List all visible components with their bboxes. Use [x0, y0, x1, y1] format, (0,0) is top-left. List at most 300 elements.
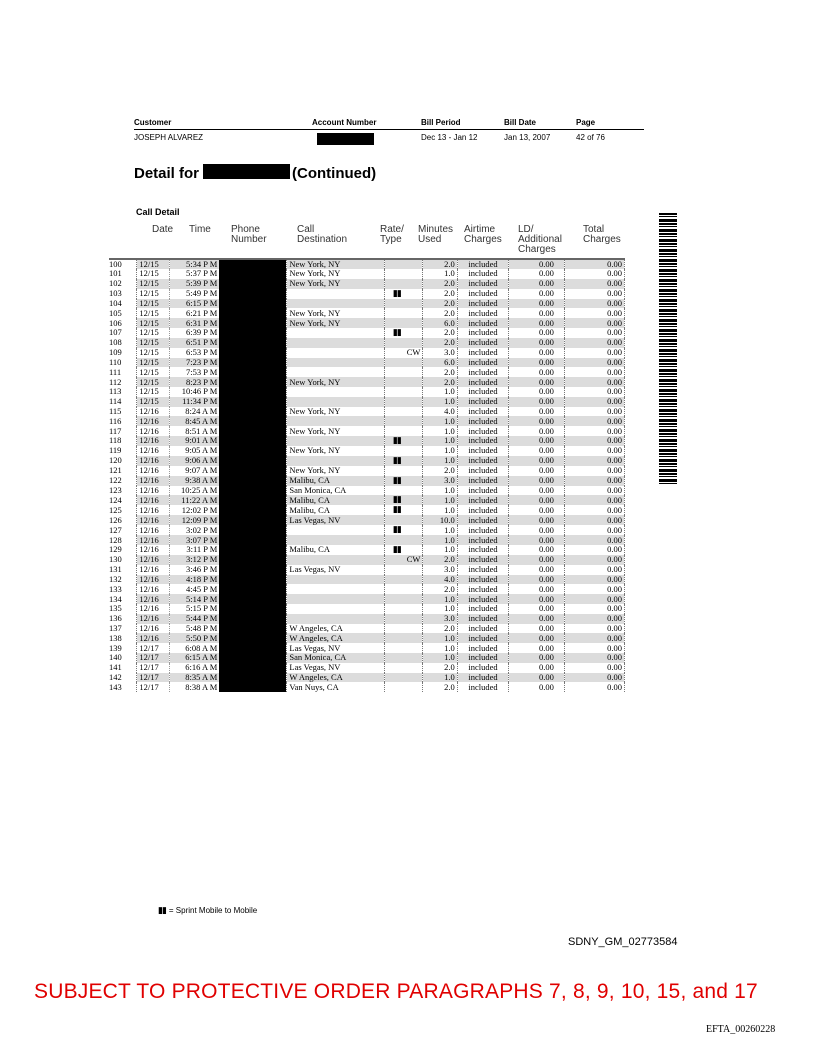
row-number: 138: [109, 633, 122, 643]
row-number: 105: [109, 308, 122, 318]
ld-charges: 0.00: [509, 269, 565, 279]
call-date: 12/16: [137, 476, 169, 486]
rate-type: [384, 476, 423, 486]
ld-charges: 0.00: [509, 584, 565, 594]
call-time: 8:38 A M: [169, 682, 219, 692]
phone-number-redaction: [219, 663, 287, 673]
ld-charges: 0.00: [509, 614, 565, 624]
rate-type: [384, 624, 423, 634]
ld-charges: 0.00: [509, 624, 565, 634]
m2m-phones-icon: ▮▮: [392, 288, 401, 299]
m2m-phones-icon: ▮▮: [392, 435, 401, 446]
call-date: 12/15: [137, 279, 169, 289]
call-time: 6:51 P M: [169, 338, 219, 348]
airtime-charges: included: [457, 279, 508, 289]
minutes-used: 6.0: [423, 358, 457, 368]
phone-number-redaction: [219, 525, 287, 535]
m2m-phones-icon: ▮▮: [392, 495, 401, 506]
call-time: 4:18 P M: [169, 575, 219, 585]
call-date: 12/16: [137, 555, 169, 565]
rate-type: [384, 397, 423, 407]
airtime-charges: included: [457, 466, 508, 476]
ld-charges: 0.00: [509, 486, 565, 496]
row-number: 112: [109, 377, 122, 387]
airtime-charges: included: [457, 338, 508, 348]
ld-charges: 0.00: [509, 515, 565, 525]
call-destination: [287, 397, 385, 407]
table-row: [109, 377, 625, 387]
ld-charges: 0.00: [509, 328, 565, 338]
call-destination: Las Vegas, NV: [287, 663, 385, 673]
barcode: [659, 213, 677, 484]
ld-charges: 0.00: [509, 279, 565, 289]
ld-charges: 0.00: [509, 259, 565, 269]
phone-number-redaction: [219, 446, 287, 456]
airtime-charges: included: [457, 387, 508, 397]
minutes-used: 1.0: [423, 397, 457, 407]
account-number-label: Account Number: [312, 118, 377, 127]
total-charges: 0.00: [564, 456, 624, 466]
rate-type: [384, 279, 423, 289]
call-date: 12/16: [137, 604, 169, 614]
table-row: [109, 259, 625, 269]
airtime-charges: included: [457, 594, 508, 604]
ld-charges: 0.00: [509, 318, 565, 328]
call-time: 8:24 A M: [169, 407, 219, 417]
call-destination: [287, 387, 385, 397]
call-time: 10:25 A M: [169, 486, 219, 496]
total-charges: 0.00: [564, 535, 624, 545]
call-date: 12/16: [137, 416, 169, 426]
call-date: 12/15: [137, 348, 169, 358]
table-row: [109, 663, 625, 673]
total-charges: 0.00: [564, 259, 624, 269]
account-number-redaction: [317, 133, 374, 145]
rate-type: [384, 673, 423, 683]
call-date: 12/15: [137, 318, 169, 328]
call-date: 12/16: [137, 486, 169, 496]
ld-charges: 0.00: [509, 367, 565, 377]
call-date: 12/15: [137, 259, 169, 269]
minutes-used: 2.0: [423, 328, 457, 338]
call-date: 12/16: [137, 535, 169, 545]
call-destination: New York, NY: [287, 407, 385, 417]
ld-charges: 0.00: [509, 505, 565, 515]
rate-type: [384, 466, 423, 476]
airtime-charges: included: [457, 535, 508, 545]
call-destination: W Angeles, CA: [287, 624, 385, 634]
call-time: 5:37 P M: [169, 269, 219, 279]
call-time: 6:39 P M: [169, 328, 219, 338]
call-destination: [287, 299, 385, 309]
rate-type: [384, 505, 423, 515]
total-charges: 0.00: [564, 525, 624, 535]
table-row: [109, 643, 625, 653]
row-number: 129: [109, 544, 122, 555]
phone-number-redaction: [219, 259, 287, 269]
ld-charges: 0.00: [509, 446, 565, 456]
phone-number-redaction: [219, 397, 287, 407]
rate-type: [384, 407, 423, 417]
airtime-charges: included: [457, 259, 508, 269]
airtime-charges: included: [457, 407, 508, 417]
call-time: 3:07 P M: [169, 535, 219, 545]
airtime-charges: included: [457, 663, 508, 673]
airtime-charges: included: [457, 299, 508, 309]
row-number: 125: [109, 505, 122, 515]
total-charges: 0.00: [564, 299, 624, 309]
call-destination: Las Vegas, NV: [287, 643, 385, 653]
phone-number-redaction: [219, 328, 287, 338]
call-destination: [287, 416, 385, 426]
ld-charges: 0.00: [509, 436, 565, 446]
ld-charges: 0.00: [509, 397, 565, 407]
table-row: [109, 584, 625, 594]
table-row: [109, 397, 625, 407]
protective-order-notice: SUBJECT TO PROTECTIVE ORDER PARAGRAPHS 7, 8, 9, 10, 15, and 17: [34, 980, 758, 1003]
rate-type: [384, 328, 423, 338]
table-row: [109, 279, 625, 289]
table-row: [109, 466, 625, 476]
total-charges: 0.00: [564, 426, 624, 436]
table-row: [109, 505, 625, 515]
call-time: 8:45 A M: [169, 416, 219, 426]
total-charges: 0.00: [564, 377, 624, 387]
airtime-charges: included: [457, 416, 508, 426]
phone-number-redaction: [219, 653, 287, 663]
airtime-charges: included: [457, 614, 508, 624]
total-charges: 0.00: [564, 387, 624, 397]
call-destination: W Angeles, CA: [287, 633, 385, 643]
call-destination: Malibu, CA: [287, 505, 385, 515]
bill-date-label: Bill Date: [504, 118, 537, 127]
call-destination: [287, 358, 385, 368]
airtime-charges: included: [457, 565, 508, 575]
ld-charges: 0.00: [509, 476, 565, 486]
row-number: 106: [109, 318, 122, 328]
table-row: [109, 348, 625, 358]
ld-charges: 0.00: [509, 338, 565, 348]
ld-charges: 0.00: [509, 565, 565, 575]
call-destination: [287, 525, 385, 535]
table-row: [109, 299, 625, 309]
rate-type: [384, 575, 423, 585]
call-date: 12/16: [137, 436, 169, 446]
phone-number-redaction: [219, 565, 287, 575]
minutes-used: 1.0: [423, 545, 457, 555]
phone-number-redaction: [219, 486, 287, 496]
ld-charges: 0.00: [509, 358, 565, 368]
total-charges: 0.00: [564, 486, 624, 496]
table-row: [109, 575, 625, 585]
call-time: 7:23 P M: [169, 358, 219, 368]
minutes-used: 6.0: [423, 318, 457, 328]
phone-number-redaction: [219, 338, 287, 348]
ld-charges: 0.00: [509, 525, 565, 535]
call-destination: W Angeles, CA: [287, 673, 385, 683]
call-destination: [287, 604, 385, 614]
row-number: 139: [109, 643, 122, 653]
phone-number-redaction: [219, 545, 287, 555]
page-title: [134, 164, 376, 182]
call-destination: [287, 328, 385, 338]
ld-charges: 0.00: [509, 456, 565, 466]
call-date: 12/17: [137, 653, 169, 663]
call-date: 12/15: [137, 328, 169, 338]
call-destination: New York, NY: [287, 308, 385, 318]
airtime-charges: included: [457, 604, 508, 614]
airtime-charges: included: [457, 673, 508, 683]
minutes-used: 1.0: [423, 535, 457, 545]
call-destination: Malibu, CA: [287, 476, 385, 486]
minutes-used: 1.0: [423, 495, 457, 505]
airtime-charges: included: [457, 426, 508, 436]
row-number: 122: [109, 475, 122, 486]
call-time: 3:12 P M: [169, 555, 219, 565]
total-charges: 0.00: [564, 505, 624, 515]
total-charges: 0.00: [564, 289, 624, 299]
total-charges: 0.00: [564, 338, 624, 348]
ld-charges: 0.00: [509, 604, 565, 614]
airtime-charges: included: [457, 289, 508, 299]
row-number: 118: [109, 435, 122, 446]
phone-number-redaction: [219, 436, 287, 446]
call-time: 6:31 P M: [169, 318, 219, 328]
call-time: 11:22 A M: [169, 495, 219, 505]
call-date: 12/16: [137, 426, 169, 436]
column-headers: [134, 225, 634, 257]
ld-charges: 0.00: [509, 466, 565, 476]
call-time: 12:09 P M: [169, 515, 219, 525]
airtime-charges: included: [457, 555, 508, 565]
table-row: [109, 446, 625, 456]
legend: [158, 906, 257, 916]
title-prefix: Detail for: [134, 165, 200, 182]
header-labels: [134, 118, 644, 130]
table-row: [109, 367, 625, 377]
total-charges: 0.00: [564, 682, 624, 692]
call-time: 6:08 A M: [169, 643, 219, 653]
call-destination: Malibu, CA: [287, 495, 385, 505]
row-number: 137: [109, 623, 122, 633]
rate-type: [384, 308, 423, 318]
call-date: 12/16: [137, 545, 169, 555]
minutes-used: 1.0: [423, 643, 457, 653]
call-destination: [287, 456, 385, 466]
table-row: [109, 594, 625, 604]
total-charges: 0.00: [564, 565, 624, 575]
row-number: 128: [109, 535, 122, 545]
row-number: 123: [109, 485, 122, 495]
ld-charges: 0.00: [509, 663, 565, 673]
table-row: [109, 495, 625, 505]
phone-number-redaction: [219, 476, 287, 486]
phone-number-redaction: [219, 495, 287, 505]
call-date: 12/16: [137, 594, 169, 604]
page-label: Page: [576, 118, 596, 127]
rate-type: [384, 495, 423, 505]
m2m-phones-icon: ▮▮: [392, 475, 401, 486]
rate-type: [384, 486, 423, 496]
minutes-used: 2.0: [423, 279, 457, 289]
total-charges: 0.00: [564, 328, 624, 338]
table-row: [109, 289, 625, 299]
call-date: 12/15: [137, 299, 169, 309]
call-detail-table: [109, 258, 625, 692]
rate-type: CW: [384, 555, 423, 565]
rate-type: [384, 633, 423, 643]
call-date: 12/15: [137, 387, 169, 397]
airtime-charges: included: [457, 328, 508, 338]
row-number: 142: [109, 672, 122, 682]
m2m-phones-icon: ▮▮: [158, 906, 166, 916]
call-date: 12/17: [137, 673, 169, 683]
phone-number-redaction: [219, 308, 287, 318]
phone-number-redaction: [219, 269, 287, 279]
total-charges: 0.00: [564, 584, 624, 594]
ld-charges: 0.00: [509, 308, 565, 318]
m2m-phones-icon: ▮▮: [392, 455, 401, 466]
phone-number-redaction: [219, 377, 287, 387]
call-date: 12/16: [137, 633, 169, 643]
table-row: [109, 682, 625, 692]
page-number: 42 of 76: [576, 133, 605, 142]
call-destination: Las Vegas, NV: [287, 565, 385, 575]
row-number: 141: [109, 662, 122, 673]
call-date: 12/16: [137, 584, 169, 594]
rate-type: [384, 377, 423, 387]
phone-number-redaction: [219, 604, 287, 614]
call-destination: [287, 614, 385, 624]
rate-type: [384, 358, 423, 368]
m2m-phones-icon: ▮▮: [392, 327, 401, 338]
row-number: 113: [109, 386, 122, 397]
minutes-used: 3.0: [423, 614, 457, 624]
call-date: 12/16: [137, 407, 169, 417]
total-charges: 0.00: [564, 643, 624, 653]
rate-type: [384, 426, 423, 436]
table-row: [109, 545, 625, 555]
table-row: [109, 269, 625, 279]
table-row: [109, 614, 625, 624]
call-date: 12/17: [137, 663, 169, 673]
row-number: 134: [109, 594, 122, 604]
call-date: 12/16: [137, 446, 169, 456]
call-time: 6:21 P M: [169, 308, 219, 318]
minutes-used: 4.0: [423, 407, 457, 417]
phone-number-redaction: [219, 407, 287, 417]
col-phone: Phone Number: [231, 224, 267, 245]
airtime-charges: included: [457, 575, 508, 585]
call-time: 8:51 A M: [169, 426, 219, 436]
total-charges: 0.00: [564, 555, 624, 565]
minutes-used: 2.0: [423, 624, 457, 634]
minutes-used: 2.0: [423, 682, 457, 692]
call-time: 9:07 A M: [169, 466, 219, 476]
total-charges: 0.00: [564, 416, 624, 426]
call-date: 12/15: [137, 308, 169, 318]
table-row: [109, 436, 625, 446]
phone-number-redaction: [219, 318, 287, 328]
airtime-charges: included: [457, 436, 508, 446]
airtime-charges: included: [457, 358, 508, 368]
call-time: 8:35 A M: [169, 673, 219, 683]
row-number: 101: [109, 269, 122, 279]
efta-number: EFTA_00260228: [706, 1024, 776, 1035]
table-row: [109, 624, 625, 634]
row-number: 100: [109, 259, 137, 269]
minutes-used: 4.0: [423, 575, 457, 585]
rate-type: [384, 594, 423, 604]
minutes-used: 1.0: [423, 486, 457, 496]
airtime-charges: included: [457, 318, 508, 328]
call-destination: [287, 575, 385, 585]
table-row: [109, 338, 625, 348]
row-number: 110: [109, 357, 122, 367]
airtime-charges: included: [457, 367, 508, 377]
col-date: Date: [152, 224, 174, 235]
call-date: 12/15: [137, 377, 169, 387]
row-number: 114: [109, 396, 122, 407]
call-destination: Van Nuys, CA: [287, 682, 385, 692]
ld-charges: 0.00: [509, 535, 565, 545]
call-destination: [287, 555, 385, 565]
table-row: [109, 525, 625, 535]
col-minutes: Minutes Used: [418, 224, 454, 245]
call-destination: New York, NY: [287, 426, 385, 436]
call-time: 5:15 P M: [169, 604, 219, 614]
table-row: [109, 476, 625, 486]
ld-charges: 0.00: [509, 545, 565, 555]
airtime-charges: included: [457, 269, 508, 279]
table-row: [109, 328, 625, 338]
phone-number-redaction: [219, 367, 287, 377]
minutes-used: 1.0: [423, 604, 457, 614]
phone-number-redaction: [219, 299, 287, 309]
rate-type: [384, 565, 423, 575]
call-time: 3:11 P M: [169, 545, 219, 555]
ld-charges: 0.00: [509, 653, 565, 663]
rate-type: [384, 338, 423, 348]
ld-charges: 0.00: [509, 348, 565, 358]
table-row: [109, 604, 625, 614]
phone-number-redaction: [219, 466, 287, 476]
phone-number-redaction: [219, 555, 287, 565]
call-destination: [287, 338, 385, 348]
call-date: 12/15: [137, 358, 169, 368]
table-row: [109, 358, 625, 368]
table-row: [109, 515, 625, 525]
minutes-used: 1.0: [423, 505, 457, 515]
ld-charges: 0.00: [509, 377, 565, 387]
row-number: 132: [109, 574, 122, 584]
call-date: 12/17: [137, 682, 169, 692]
call-detail-rows: [109, 259, 625, 692]
airtime-charges: included: [457, 584, 508, 594]
table-row: [109, 486, 625, 496]
call-time: 5:39 P M: [169, 279, 219, 289]
row-number: 104: [109, 298, 122, 308]
row-number: 131: [109, 564, 122, 575]
row-number: 116: [109, 416, 122, 426]
total-charges: 0.00: [564, 515, 624, 525]
call-date: 12/15: [137, 367, 169, 377]
section-title: Call Detail: [136, 207, 180, 217]
total-charges: 0.00: [564, 594, 624, 604]
ld-charges: 0.00: [509, 555, 565, 565]
bates-number: SDNY_GM_02773584: [568, 936, 678, 948]
table-row: [109, 318, 625, 328]
